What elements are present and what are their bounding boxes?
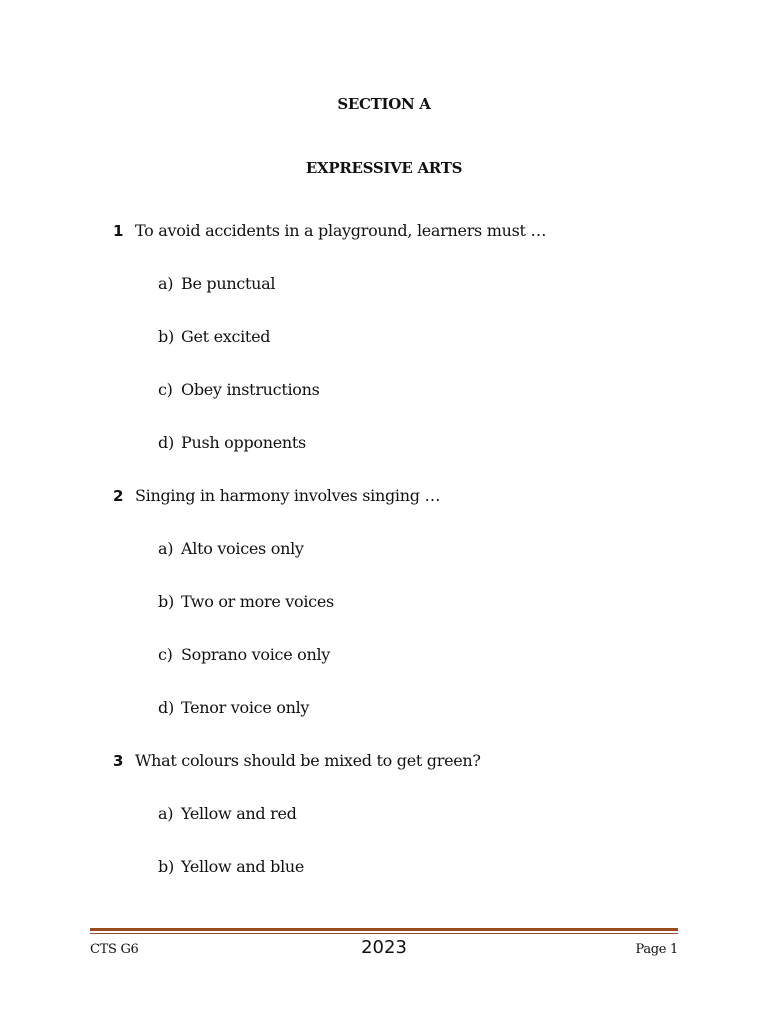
q2-option-d xyxy=(158,698,309,717)
option-letter: b) xyxy=(158,327,174,346)
option-letter: b) xyxy=(158,857,174,876)
q3-option-b xyxy=(158,857,304,876)
question-number: 3 xyxy=(113,752,124,770)
question-2 xyxy=(113,486,440,505)
footer-course-code: CTS G6 xyxy=(90,942,139,957)
option-text: Alto voices only xyxy=(181,539,304,558)
question-3 xyxy=(113,751,481,770)
option-text: Be punctual xyxy=(181,274,276,293)
option-letter: c) xyxy=(158,645,173,664)
option-letter: a) xyxy=(158,274,174,293)
option-text: Soprano voice only xyxy=(181,645,331,664)
q3-option-a xyxy=(158,804,297,823)
option-letter: a) xyxy=(158,539,174,558)
q2-option-c xyxy=(158,645,330,664)
q1-option-a xyxy=(158,274,275,293)
question-text: Singing in harmony involves singing … xyxy=(135,486,441,505)
q1-option-b xyxy=(158,327,270,346)
option-text: Yellow and blue xyxy=(181,857,305,876)
option-text: Yellow and red xyxy=(181,804,297,823)
q2-option-a xyxy=(158,539,304,558)
question-text: What colours should be mixed to get green? xyxy=(135,751,481,770)
section-title: SECTION A xyxy=(337,95,431,113)
option-text: Tenor voice only xyxy=(181,698,310,717)
footer-page-number: Page 1 xyxy=(635,942,678,957)
q1-option-d xyxy=(158,433,306,452)
subject-title: EXPRESSIVE ARTS xyxy=(305,159,463,177)
option-letter: a) xyxy=(158,804,174,823)
question-number: 1 xyxy=(113,222,124,240)
footer-rule-thick xyxy=(90,928,678,931)
footer-rule-thin xyxy=(90,933,678,934)
option-text: Push opponents xyxy=(181,433,306,452)
option-text: Two or more voices xyxy=(181,592,334,611)
option-letter: d) xyxy=(158,433,174,452)
question-number: 2 xyxy=(113,487,124,505)
q1-option-c xyxy=(158,380,320,399)
question-text: To avoid accidents in a playground, learners must … xyxy=(135,221,547,240)
option-text: Get excited xyxy=(181,327,271,346)
option-text: Obey instructions xyxy=(181,380,320,399)
question-1 xyxy=(113,221,546,240)
option-letter: d) xyxy=(158,698,174,717)
option-letter: c) xyxy=(158,380,173,399)
option-letter: b) xyxy=(158,592,174,611)
q2-option-b xyxy=(158,592,334,611)
footer-year: 2023 xyxy=(361,937,407,958)
